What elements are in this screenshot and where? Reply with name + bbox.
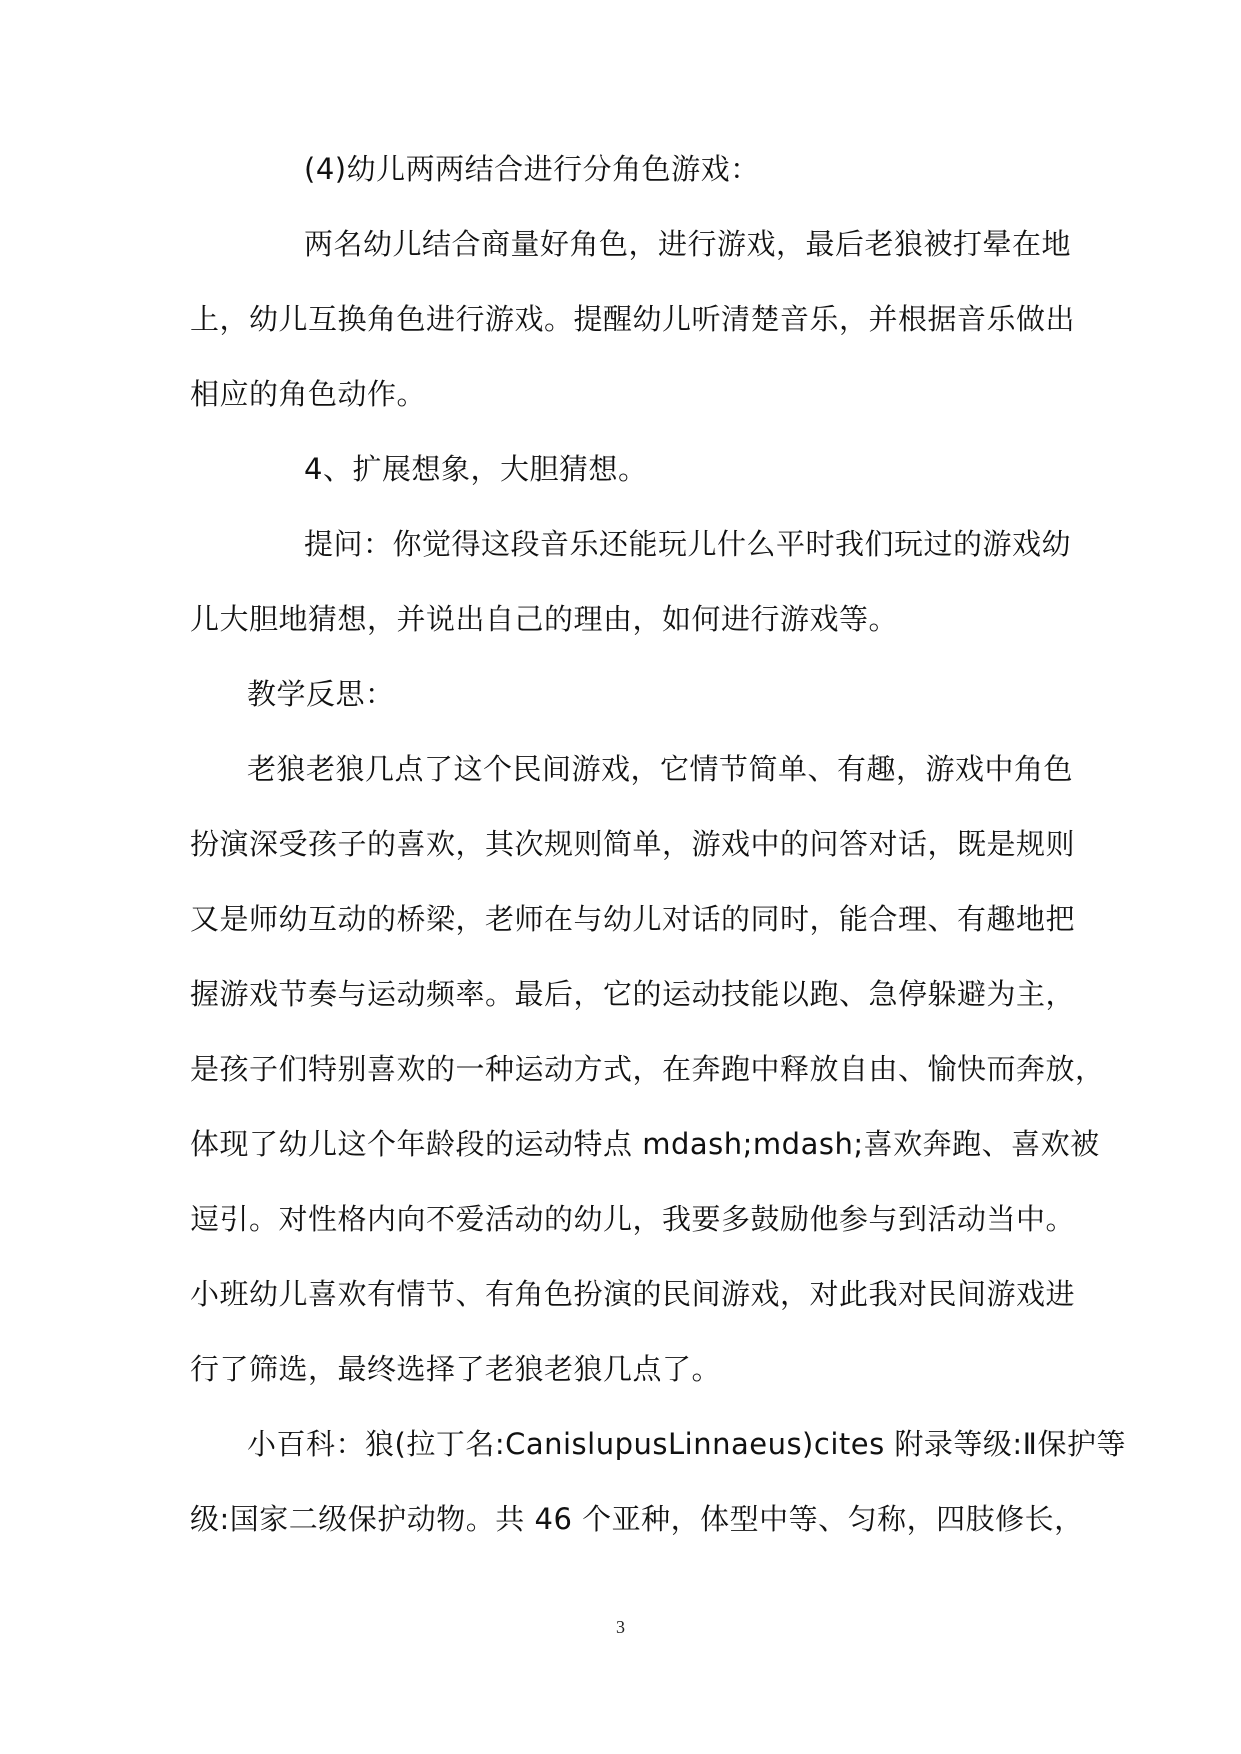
paragraph-line-3: 上，幼儿互换角色进行游戏。提醒幼儿听清楚音乐，并根据音乐做出 [190,302,1076,336]
paragraph-line-1: (4)幼儿两两结合进行分角色游戏： [304,152,760,186]
paragraph-line-17: 行了筛选，最终选择了老狼老狼几点了。 [190,1352,722,1386]
section-heading-4: 4、扩展想象，大胆猜想。 [304,452,648,486]
paragraph-line-11: 又是师幼互动的桥梁，老师在与幼儿对话的同时，能合理、有趣地把 [190,902,1076,936]
paragraph-line-10: 扮演深受孩子的喜欢，其次规则简单，游戏中的问答对话，既是规则 [190,827,1076,861]
paragraph-line-6: 提问：你觉得这段音乐还能玩儿什么平时我们玩过的游戏幼 [304,527,1072,561]
paragraph-line-4: 相应的角色动作。 [190,377,427,411]
paragraph-line-14: 体现了幼儿这个年龄段的运动特点 mdash;mdash;喜欢奔跑、喜欢被 [190,1127,1100,1161]
paragraph-line-18: 小百科：狼(拉丁名:CanislupusLinnaeus)cites 附录等级:Ⅱ保护等 [247,1427,1126,1461]
paragraph-line-19: 级:国家二级保护动物。共 46 个亚种，体型中等、匀称，四肢修长， [190,1502,1084,1536]
page-number: 3 [616,1617,625,1637]
paragraph-line-16: 小班幼儿喜欢有情节、有角色扮演的民间游戏，对此我对民间游戏进 [190,1277,1076,1311]
paragraph-line-13: 是孩子们特别喜欢的一种运动方式，在奔跑中释放自由、愉快而奔放， [190,1052,1105,1086]
paragraph-line-12: 握游戏节奏与运动频率。最后，它的运动技能以跑、急停躲避为主， [190,977,1076,1011]
paragraph-line-15: 逗引。对性格内向不爱活动的幼儿，我要多鼓励他参与到活动当中。 [190,1202,1076,1236]
paragraph-line-2: 两名幼儿结合商量好角色，进行游戏，最后老狼被打晕在地 [304,227,1072,261]
paragraph-line-7: 儿大胆地猜想，并说出自己的理由，如何进行游戏等。 [190,602,899,636]
paragraph-line-9: 老狼老狼几点了这个民间游戏，它情节简单、有趣，游戏中角色 [247,752,1074,786]
section-heading-reflection: 教学反思： [247,677,395,711]
